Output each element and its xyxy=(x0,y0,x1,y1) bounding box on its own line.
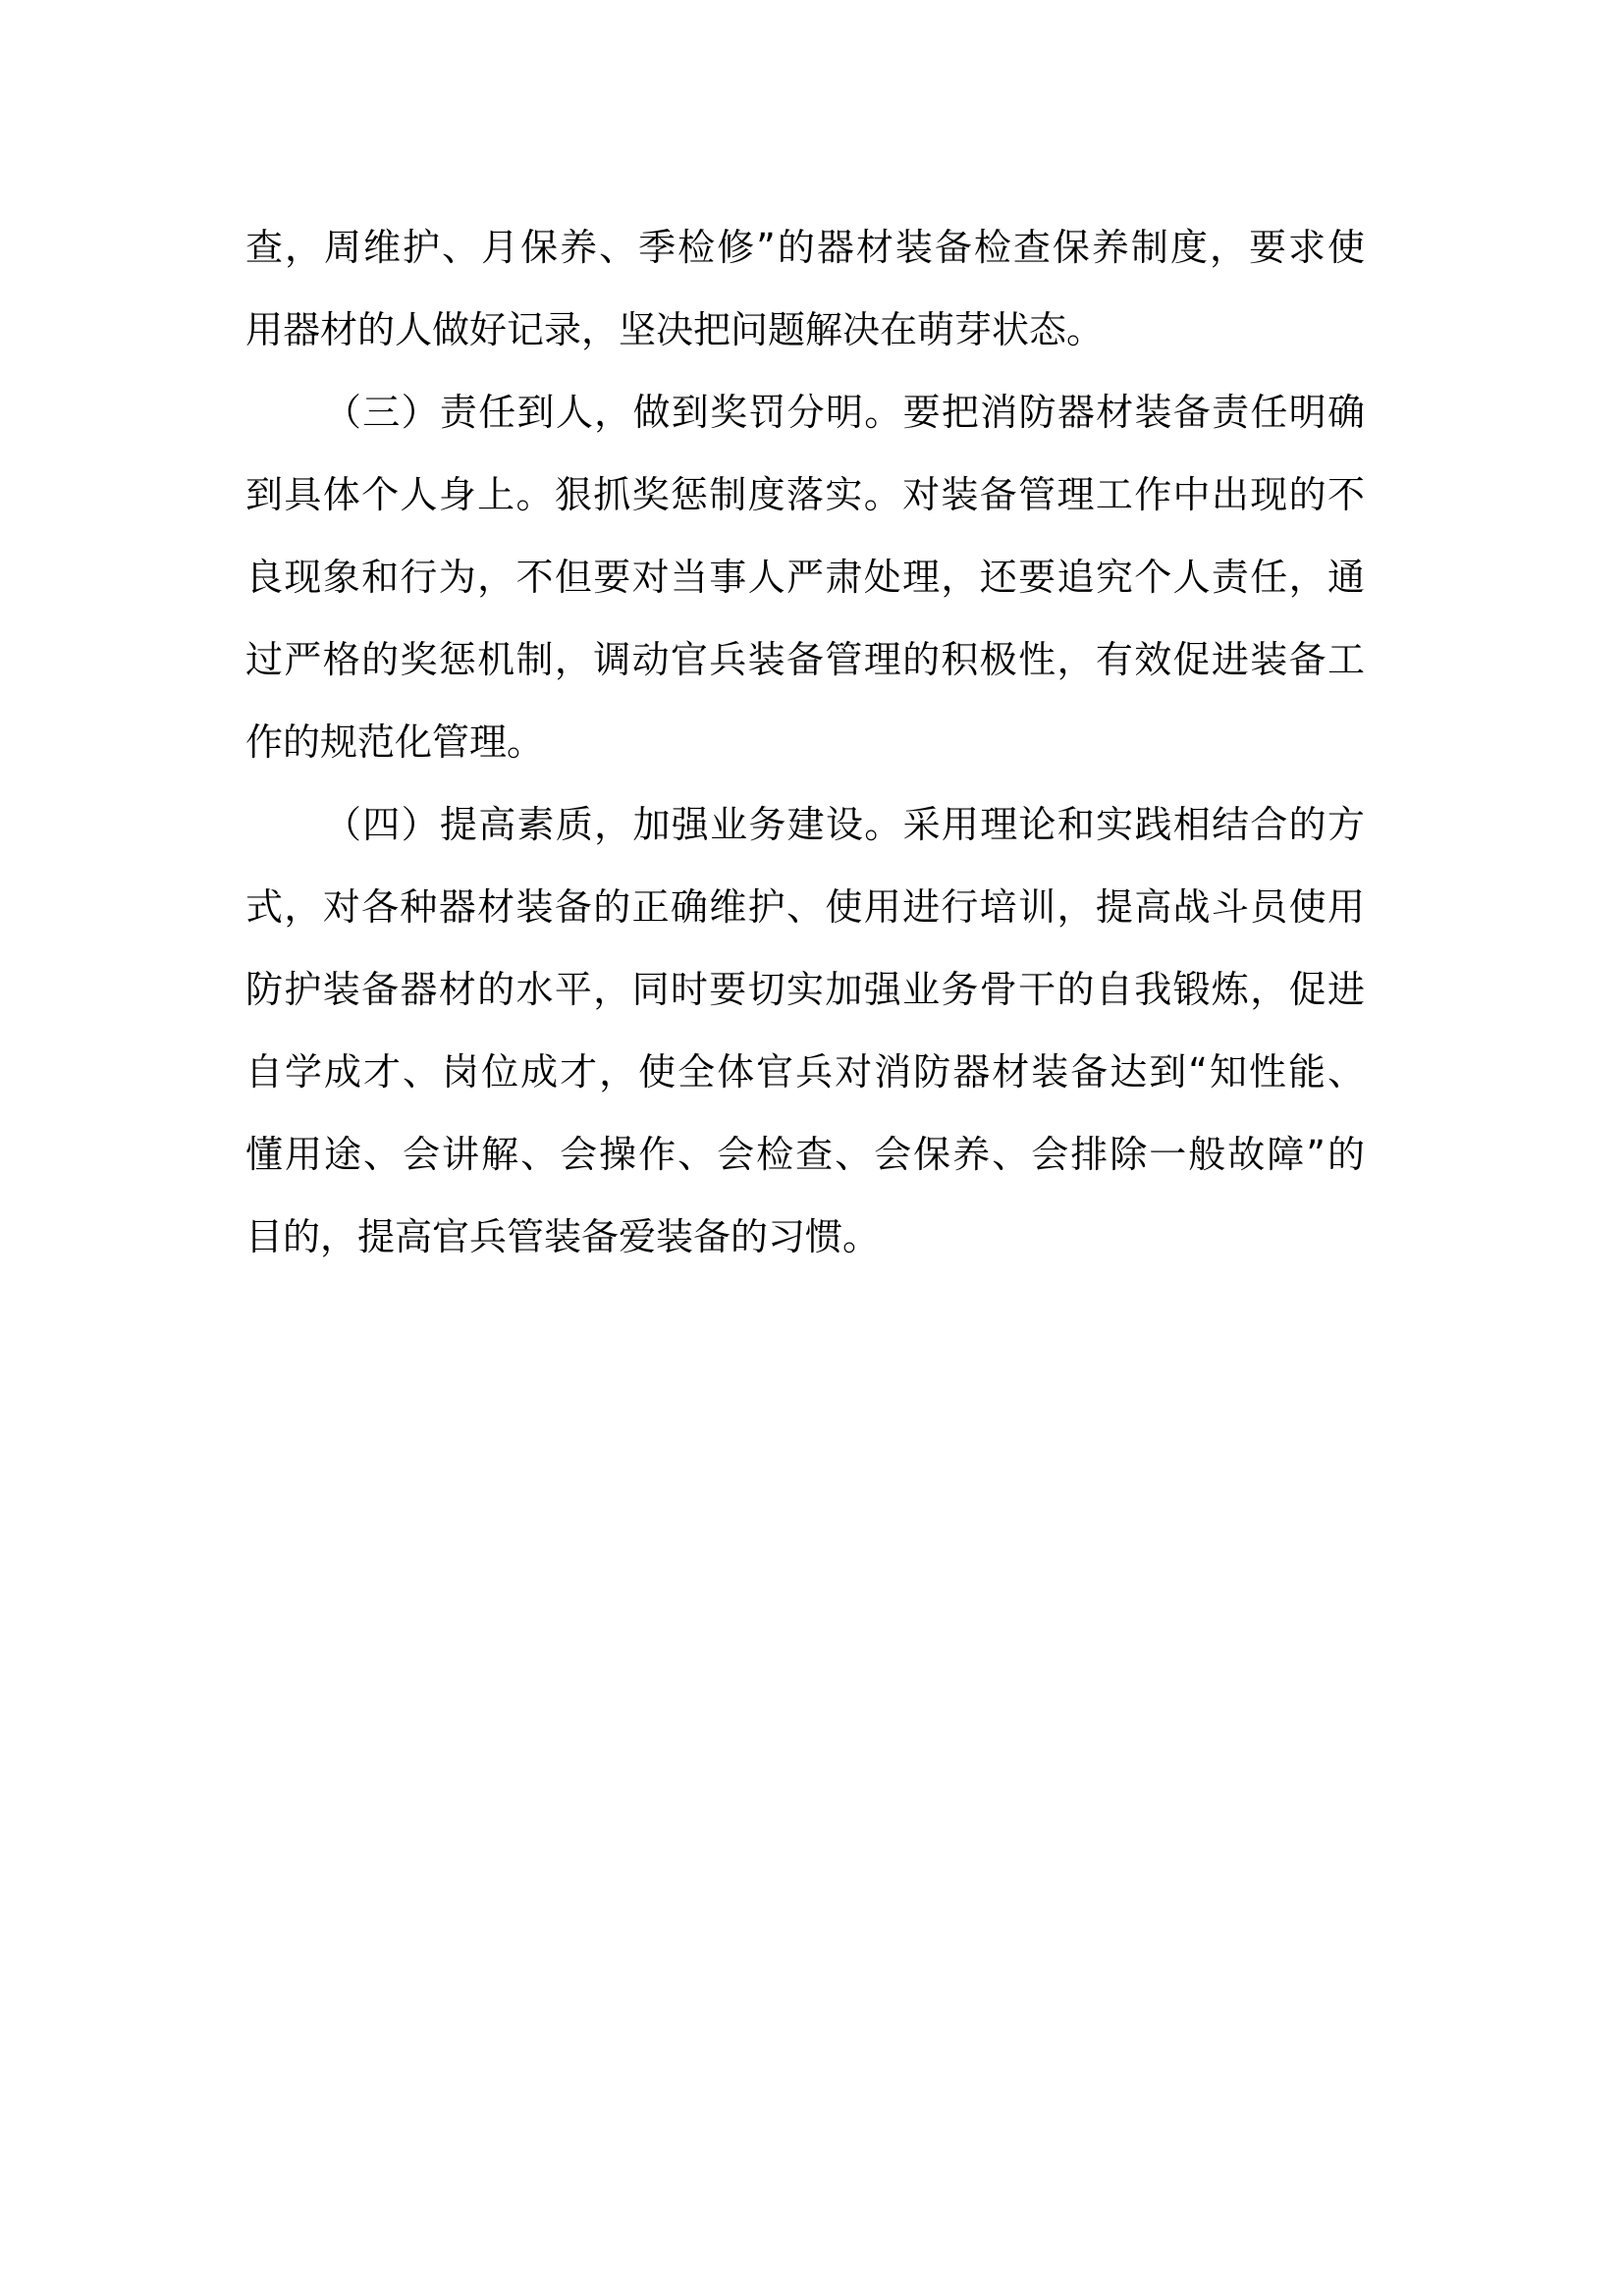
paragraph-continuation xyxy=(245,206,1365,371)
text-line: 式，对各种器材装备的正确维护、使用进行培训，提高战斗员使用 xyxy=(245,885,1365,929)
text-line: （三）责任到人，做到奖罚分明。要把消防器材装备责任明确 xyxy=(324,391,1365,434)
text-line: 自学成才、岗位成才，使全体官兵对消防器材装备达到“知性能、 xyxy=(245,1050,1365,1094)
text-line: （四）提高素质，加强业务建设。采用理论和实践相结合的方 xyxy=(324,803,1365,846)
text-line: 用器材的人做好记录，坚决把问题解决在萌芽状态。 xyxy=(245,308,1105,351)
text-line: 目的，提高官兵管装备爱装备的习惯。 xyxy=(245,1215,881,1258)
paragraph-quality xyxy=(245,783,1365,1278)
document-body xyxy=(245,206,1365,1278)
paragraph-responsibility xyxy=(245,371,1365,783)
text-line: 到具体个人身上。狠抓奖惩制度落实。对装备管理工作中出现的不 xyxy=(245,473,1365,516)
text-line: 过严格的奖惩机制，调动官兵装备管理的积极性，有效促进装备工 xyxy=(245,638,1365,681)
text-line: 查，周维护、月保养、季检修”的器材装备检查保养制度，要求使 xyxy=(245,226,1365,269)
text-line: 良现象和行为，不但要对当事人严肃处理，还要追究个人责任，通 xyxy=(245,556,1365,599)
text-line: 作的规范化管理。 xyxy=(245,721,545,764)
text-line: 防护装备器材的水平，同时要切实加强业务骨干的自我锻炼，促进 xyxy=(245,968,1365,1011)
text-line: 懂用途、会讲解、会操作、会检查、会保养、会排除一般故障”的 xyxy=(245,1133,1365,1176)
